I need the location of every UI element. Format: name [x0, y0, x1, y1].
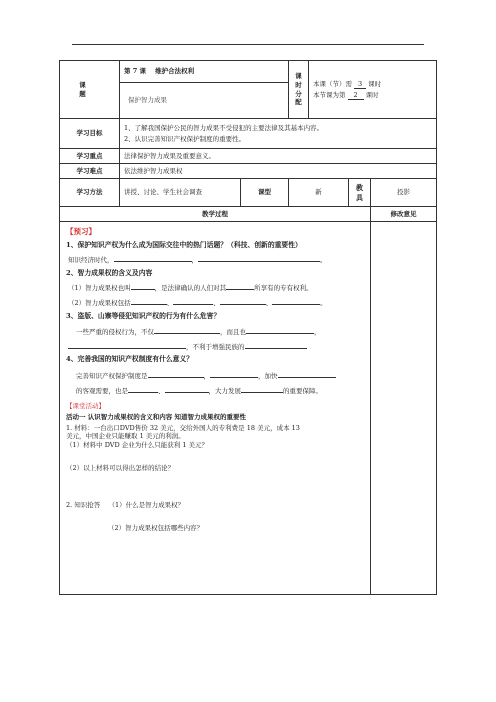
teaching-aid-label: 教 具 — [349, 179, 371, 207]
objectives-cell — [120, 119, 437, 149]
answer-blank[interactable] — [278, 370, 336, 378]
answer-blank[interactable] — [154, 326, 220, 334]
objective-item: 1、了解我国保护公民的智力成果不受侵犯的主要法律及其基本内容。 — [124, 123, 324, 132]
preview-answer-3b: ，不利于增强民族的 — [66, 341, 364, 352]
answer-blank[interactable] — [114, 254, 192, 262]
lesson-type-label: 课型 — [241, 179, 289, 207]
answer-blank[interactable] — [165, 385, 209, 393]
method-label: 学习方法 — [60, 179, 120, 207]
preview-tag: 【预习】 — [66, 227, 96, 236]
lesson-plan-table — [59, 60, 437, 595]
answer-blank[interactable] — [128, 385, 158, 393]
key-point-text: 法律保护智力成果及重要意义。 — [120, 149, 437, 164]
answer-blank[interactable] — [148, 370, 204, 378]
lesson-title-cell: 第 7 课 维护合法权利 — [120, 61, 289, 83]
preview-question-3: 3、盗版、山寨等侵犯知识产权的行为有什么危害？ — [66, 311, 221, 320]
answer-blank[interactable] — [173, 297, 213, 305]
preview-answer-1: 知识经济时代， ， 。 — [68, 256, 327, 265]
activity-title: 活动一 认识智力成果权的含义和内容 知道智力成果权的重要性 — [66, 412, 247, 421]
answer-blank[interactable] — [210, 370, 258, 378]
material-question-1: （1）材料中 DVD 企业为什么只能获利 1 美元？ — [66, 441, 209, 450]
revision-header: 修改意见 — [371, 207, 437, 222]
preview-answer-4a: 完善知识产权保护制度是 ， ，加快 — [66, 370, 364, 381]
material-question-2: （2）以上材料可以得出怎样的结论？ — [66, 464, 175, 472]
header-rule — [72, 44, 424, 45]
answer-blank[interactable] — [241, 385, 283, 393]
answer-blank[interactable] — [131, 297, 167, 305]
preview-question-1: 1、保护知识产权为什么成为国际交往中的热门话题？（科技、创新的重要性） — [66, 241, 302, 250]
answer-blank[interactable] — [131, 282, 155, 290]
preview-question-4: 4、完善我国的知识产权制度有什么意义？ — [66, 355, 194, 364]
activity-material-line-1: 1. 材料：一台出口DVD售价 32 美元，交给外国人的专利费是 18 美元，成本 13 — [66, 423, 300, 432]
teaching-aid-value: 投影 — [371, 179, 437, 207]
activity-tag: 【课堂活动】 — [66, 402, 105, 411]
period-allocation-cell: 本课（节）需 3 课时 本节课为第 2 课时 — [309, 61, 437, 119]
answer-blank[interactable] — [245, 341, 307, 349]
answer-blank[interactable] — [246, 326, 314, 334]
knowledge-quiz: 2. 知识抢答 （1）什么是智力成果权？ — [66, 500, 185, 509]
knowledge-question-2: （2）智力成果权包括哪些内容？ — [108, 523, 204, 532]
process-header: 教学过程 — [60, 207, 371, 222]
difficulty-label: 学习难点 — [60, 164, 120, 179]
lesson-type-value: 新 — [289, 179, 349, 207]
preview-answer-3a: 一些严重的侵权行为，不仅 ，而且也 ， — [76, 327, 321, 336]
preview-answer-4b: 的客观需要，也是 、 ，大力发展 的重要保障。 — [76, 387, 322, 396]
answer-blank[interactable] — [272, 297, 320, 305]
preview-answer-2b: （2）智力成果权包括 、 、 、 。 — [68, 299, 327, 307]
answer-blank[interactable] — [198, 254, 320, 262]
method-text: 讲授、讨论、学生社会调查 — [120, 179, 241, 207]
difficulty-text: 依法维护智力成果权 — [120, 164, 437, 179]
objectives-label: 学习目标 — [60, 119, 120, 149]
preview-question-2: 2、智力成果权的含义及内容 — [66, 269, 153, 278]
period-allocation-label: 课 时 分 配 — [289, 61, 309, 119]
answer-blank[interactable] — [226, 282, 254, 290]
lesson-title-label: 课 题 — [60, 61, 120, 119]
key-point-label: 学习重点 — [60, 149, 120, 164]
answer-blank[interactable] — [220, 297, 266, 305]
activity-material-line-2: 美元，中国企业只能赚取 1 美元的利润。 — [66, 432, 185, 441]
lesson-subtitle: 保护智力成果 — [120, 83, 289, 119]
answer-blank[interactable] — [68, 341, 186, 349]
teaching-process-content — [60, 222, 371, 595]
objective-item: 2、认识完善知识产权保护制度的重要性。 — [124, 134, 246, 143]
preview-answer-2a: （1）智力成果权也叫 ，是法律确认的人们对其 所享有的专有权利。 — [68, 284, 313, 293]
revision-notes-cell[interactable] — [371, 222, 437, 595]
